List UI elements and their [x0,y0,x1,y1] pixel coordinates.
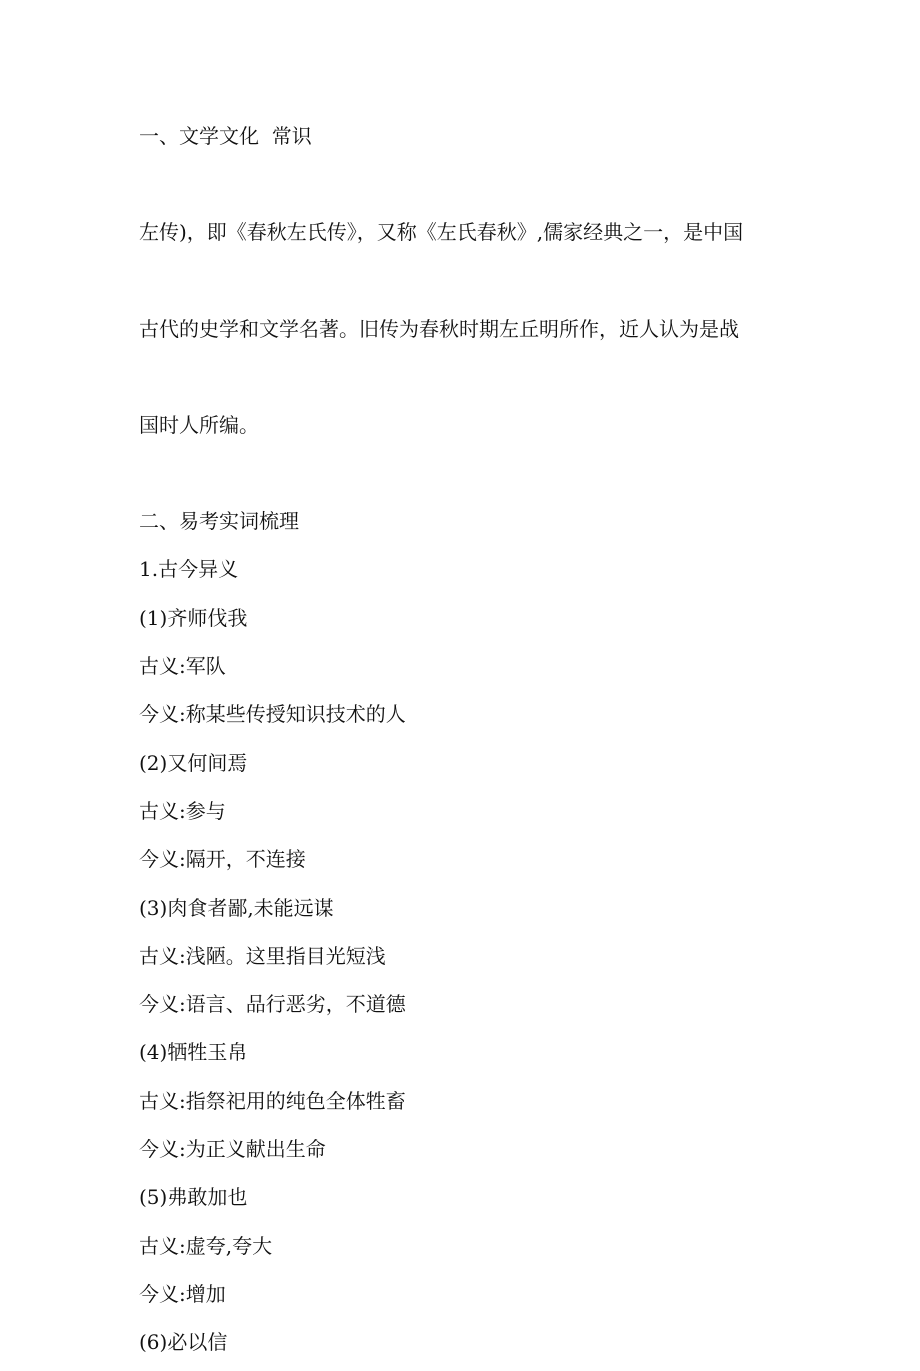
modern-meaning: 今义:隔开，不连接 [139,847,306,872]
intro-line: 古代的史学和文学名著。旧传为春秋时期左丘明所作，近人认为是战 [139,316,739,341]
example-phrase: (1)齐师伐我 [139,605,248,630]
example-phrase: (5)弗敢加也 [139,1185,248,1210]
ancient-meaning: 古义:浅陋。这里指目光短浅 [139,943,386,968]
example-phrase: (2)又何间焉 [139,750,248,775]
example-phrase: (4)牺牲玉帛 [139,1040,248,1065]
modern-meaning: 今义:称某些传授知识技术的人 [139,702,406,727]
section-heading-vocabulary: 二、易考实词梳理 [139,509,299,534]
intro-line: 左传)，即《春秋左氏传》，又称《左氏春秋》,儒家经典之一，是中国 [139,220,744,245]
modern-meaning: 今义:为正义献出生命 [139,1137,326,1162]
ancient-meaning: 古义:军队 [139,654,226,679]
intro-paragraph [139,164,789,501]
section-heading-literature-culture: 一、文学文化 常识 [139,124,312,148]
modern-meaning: 今义:语言、品行恶劣，不道德 [139,992,406,1017]
ancient-meaning: 古义:指祭祀用的纯色全体牲畜 [139,1088,406,1113]
example-phrase: (3)肉食者鄙,未能远谋 [139,895,334,920]
intro-line: 国时人所编。 [139,412,259,437]
document-body [139,116,789,1371]
subsection-title: 1.古今异义 [139,557,239,582]
ancient-meaning: 古义:虚夸,夸大 [139,1233,273,1258]
ancient-meaning: 古义:参与 [139,798,226,823]
example-phrase: (6)必以信 [139,1330,228,1355]
modern-meaning: 今义:增加 [139,1281,226,1306]
